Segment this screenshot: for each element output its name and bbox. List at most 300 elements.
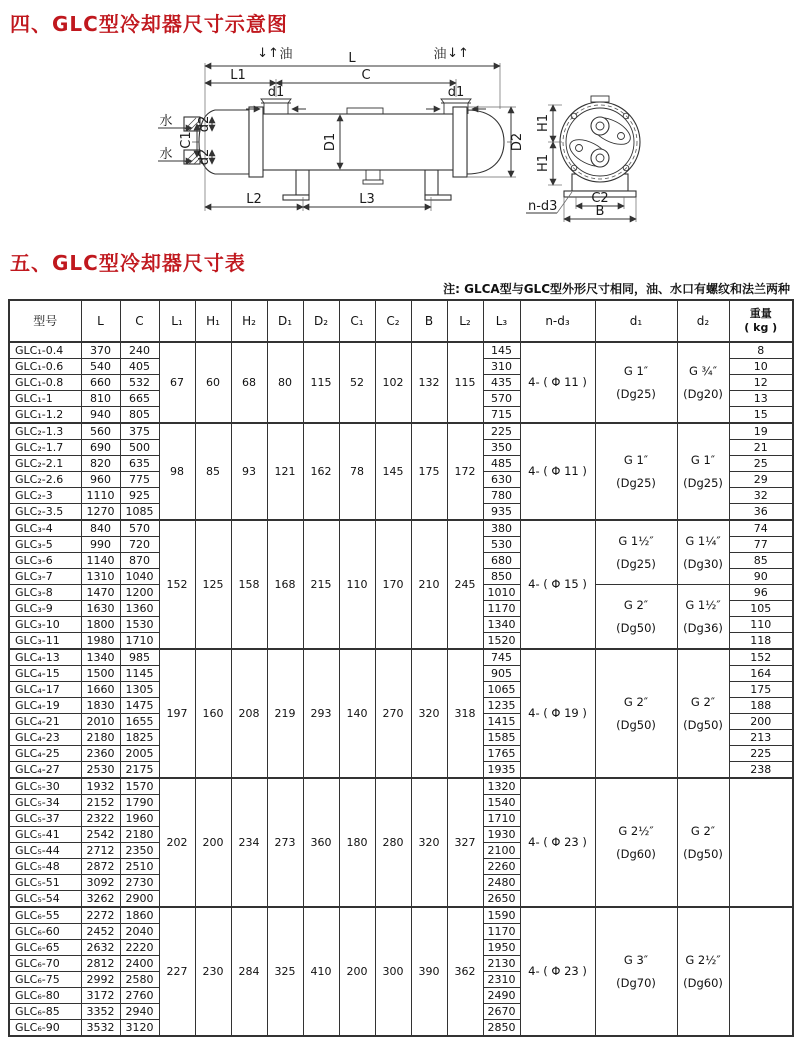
nominal-diameter: (Dg25) [683,475,723,490]
column-header: H₁ [195,300,231,342]
dim-cell: 2272 [81,907,120,924]
shared-dim-cell: 200 [195,778,231,907]
thread-size: G 1″ [623,453,649,468]
nominal-diameter: (Dg60) [683,975,723,990]
dim-cell: 2510 [120,859,159,875]
section5-title: 五、GLC型冷却器尺寸表 [10,251,246,275]
shared-dim-cell: 160 [195,649,231,778]
model-cell: GLC₃-7 [9,569,81,585]
shared-dim-cell: 52 [339,342,375,423]
oil-port-spec-cell [595,520,677,585]
model-cell: GLC₁-0.8 [9,375,81,391]
dim-cell: 1320 [483,778,520,795]
model-cell: GLC₅-44 [9,843,81,859]
shared-dim-cell: 162 [303,423,339,520]
model-cell: GLC₄-17 [9,682,81,698]
dim-label-B: B [595,204,605,219]
dim-cell: 3092 [81,875,120,891]
section4-title: 四、GLC型冷却器尺寸示意图 [10,12,288,36]
shared-dim-cell: 197 [159,649,195,778]
shared-dim-cell: 180 [339,778,375,907]
weight-cell: 96 [729,585,793,601]
dim-cell: 935 [483,504,520,521]
weight-cell: 175 [729,682,793,698]
dim-cell: 745 [483,649,520,666]
bolt-holes-cell: 4- ( Φ 19 ) [520,649,595,778]
dim-cell: 2580 [120,972,159,988]
thread-size: G 1½″ [618,534,654,549]
column-header: d₁ [595,300,677,342]
nominal-diameter: (Dg20) [683,386,723,401]
model-cell: GLC₅-37 [9,811,81,827]
dim-cell: 1170 [483,601,520,617]
model-cell: GLC₃-6 [9,553,81,569]
column-header: C₁ [339,300,375,342]
dim-cell: 1960 [120,811,159,827]
nominal-diameter: (Dg50) [683,717,723,732]
thread-size: G 2″ [623,695,649,710]
dim-cell: 2360 [81,746,120,762]
column-header: H₂ [231,300,267,342]
shared-dim-cell: 284 [231,907,267,1036]
weight-cell: 225 [729,746,793,762]
dim-cell: 2900 [120,891,159,908]
weight-cell: 188 [729,698,793,714]
dim-cell: 2872 [81,859,120,875]
dim-cell: 2812 [81,956,120,972]
model-cell: GLC₆-65 [9,940,81,956]
model-cell: GLC₅-48 [9,859,81,875]
dim-cell: 570 [483,391,520,407]
dim-cell: 925 [120,488,159,504]
dim-cell: 370 [81,342,120,359]
model-cell: GLC₄-25 [9,746,81,762]
nominal-diameter: (Dg36) [683,620,723,635]
dim-cell: 1200 [120,585,159,601]
nominal-diameter: (Dg25) [616,386,656,401]
shared-dim-cell: 280 [375,778,411,907]
dim-cell: 715 [483,407,520,424]
weight-cell: 152 [729,649,793,666]
model-cell: GLC₆-75 [9,972,81,988]
dim-cell: 870 [120,553,159,569]
dim-cell: 1950 [483,940,520,956]
model-cell: GLC₄-21 [9,714,81,730]
bolt-holes-cell: 4- ( Φ 23 ) [520,778,595,907]
dim-cell: 1930 [483,827,520,843]
shared-dim-cell: 210 [411,520,447,649]
dim-cell: 485 [483,456,520,472]
dim-label-L1: L1 [230,68,246,83]
dim-cell: 1585 [483,730,520,746]
table-row [9,907,793,924]
table-header-row [9,300,793,342]
shared-dim-cell: 93 [231,423,267,520]
dim-cell: 540 [81,359,120,375]
shared-dim-cell: 320 [411,778,447,907]
water-label-top: 水 [159,114,173,129]
oil-port-spec-cell [595,907,677,1036]
dim-cell: 1655 [120,714,159,730]
shared-dim-cell: 208 [231,649,267,778]
thread-size: G 2½″ [685,953,721,968]
dim-cell: 940 [81,407,120,424]
weight-cell: 110 [729,617,793,633]
shared-dim-cell: 102 [375,342,411,423]
column-header: L₂ [447,300,483,342]
cooler-side-view [184,99,512,200]
water-port-spec-cell [677,649,729,778]
thread-size: G ¾″ [688,364,717,379]
dim-cell: 1040 [120,569,159,585]
dim-cell: 990 [81,537,120,553]
dim-cell: 810 [81,391,120,407]
model-cell: GLC₆-70 [9,956,81,972]
cooler-end-view [526,96,640,222]
dim-cell: 2542 [81,827,120,843]
dim-cell: 1540 [483,795,520,811]
model-cell: GLC₁-1 [9,391,81,407]
dim-cell: 2260 [483,859,520,875]
dim-cell: 310 [483,359,520,375]
model-cell: GLC₃-4 [9,520,81,537]
column-header: L₃ [483,300,520,342]
shared-dim-cell: 145 [375,423,411,520]
column-header: 型号 [9,300,81,342]
dim-cell: 905 [483,666,520,682]
bolt-holes-cell: 4- ( Φ 11 ) [520,423,595,520]
shared-dim-cell: 175 [411,423,447,520]
dimension-table [8,299,794,1037]
dim-cell: 840 [81,520,120,537]
shared-dim-cell: 270 [375,649,411,778]
nominal-diameter: (Dg25) [616,475,656,490]
model-cell: GLC₂-1.7 [9,440,81,456]
model-cell: GLC₁-0.4 [9,342,81,359]
dim-cell: 2490 [483,988,520,1004]
model-cell: GLC₃-8 [9,585,81,601]
thread-size: G 2″ [623,598,649,613]
model-cell: GLC₂-3 [9,488,81,504]
model-cell: GLC₅-54 [9,891,81,908]
dim-cell: 665 [120,391,159,407]
thread-size: G 1″ [690,453,716,468]
weight-cell: 85 [729,553,793,569]
water-port-spec-cell [677,778,729,907]
weight-cell: 90 [729,569,793,585]
shared-dim-cell: 121 [267,423,303,520]
shared-dim-cell: 132 [411,342,447,423]
dim-cell: 2670 [483,1004,520,1020]
dim-cell: 1475 [120,698,159,714]
dim-label-H1-bottom: H1 [536,153,551,173]
dim-cell: 805 [120,407,159,424]
dim-cell: 530 [483,537,520,553]
dim-cell: 2005 [120,746,159,762]
table-row [9,778,793,795]
shared-dim-cell: 390 [411,907,447,1036]
dim-cell: 775 [120,472,159,488]
model-cell: GLC₂-2.6 [9,472,81,488]
dim-label-H1-top: H1 [536,113,551,133]
dim-label-C2: C2 [591,191,609,206]
shared-dim-cell: 80 [267,342,303,423]
dim-cell: 2010 [81,714,120,730]
shared-dim-cell: 227 [159,907,195,1036]
shared-dim-cell: 60 [195,342,231,423]
dim-cell: 1980 [81,633,120,650]
table-row [9,520,793,537]
nominal-diameter: (Dg60) [616,846,656,861]
dim-cell: 1825 [120,730,159,746]
dim-cell: 1305 [120,682,159,698]
shared-dim-cell: 360 [303,778,339,907]
dim-cell: 532 [120,375,159,391]
bolt-holes-cell: 4- ( Φ 23 ) [520,907,595,1036]
dim-cell: 145 [483,342,520,359]
shared-dim-cell: 327 [447,778,483,907]
weight-header-line2: ( kg ) [744,321,778,334]
weight-cell: 213 [729,730,793,746]
oil-port-spec-cell [595,649,677,778]
shared-dim-cell: 234 [231,778,267,907]
weight-cell: 10 [729,359,793,375]
shared-dim-cell: 320 [411,649,447,778]
dim-cell: 630 [483,472,520,488]
dim-cell: 375 [120,423,159,440]
dim-cell: 1860 [120,907,159,924]
weight-cell: 32 [729,488,793,504]
dim-cell: 1110 [81,488,120,504]
shared-dim-cell: 200 [339,907,375,1036]
dim-cell: 820 [81,456,120,472]
column-header: L₁ [159,300,195,342]
dim-cell: 2040 [120,924,159,940]
shared-dim-cell: 115 [303,342,339,423]
oil-label-right: 油 [433,47,447,62]
dim-cell: 3262 [81,891,120,908]
shared-dim-cell: 172 [447,423,483,520]
weight-cell [729,778,793,907]
shared-dim-cell: 410 [303,907,339,1036]
dim-cell: 1660 [81,682,120,698]
model-cell: GLC₄-23 [9,730,81,746]
dim-cell: 660 [81,375,120,391]
dim-label-d1-left: d1 [267,85,285,100]
dim-cell: 2350 [120,843,159,859]
column-header: D₁ [267,300,303,342]
oil-arrows-right: ↓↑ [447,46,469,61]
dim-cell: 1235 [483,698,520,714]
dim-cell: 570 [120,520,159,537]
shared-dim-cell: 140 [339,649,375,778]
model-cell: GLC₂-3.5 [9,504,81,521]
model-cell: GLC₃-9 [9,601,81,617]
dim-cell: 2940 [120,1004,159,1020]
dim-cell: 3352 [81,1004,120,1020]
dim-cell: 1145 [120,666,159,682]
model-cell: GLC₆-85 [9,1004,81,1020]
water-port-spec-cell [677,907,729,1036]
column-header: C₂ [375,300,411,342]
dim-cell: 1270 [81,504,120,521]
water-label-bottom: 水 [159,147,173,162]
shared-dim-cell: 318 [447,649,483,778]
dim-label-d2-bottom: d2 [197,148,212,166]
column-header: d₂ [677,300,729,342]
dim-cell: 1140 [81,553,120,569]
weight-cell: 19 [729,423,793,440]
dim-cell: 2400 [120,956,159,972]
shared-dim-cell: 125 [195,520,231,649]
shared-dim-cell: 158 [231,520,267,649]
dim-cell: 405 [120,359,159,375]
shared-dim-cell: 98 [159,423,195,520]
dim-cell: 2452 [81,924,120,940]
bolt-holes-cell: 4- ( Φ 15 ) [520,520,595,649]
thread-size: G 1″ [623,364,649,379]
column-header: C [120,300,159,342]
model-cell: GLC₂-1.3 [9,423,81,440]
dim-cell: 1360 [120,601,159,617]
column-header-weight [729,300,793,342]
dim-cell: 2850 [483,1020,520,1037]
bolt-holes-cell: 4- ( Φ 11 ) [520,342,595,423]
dim-cell: 1065 [483,682,520,698]
dim-cell: 635 [120,456,159,472]
dim-cell: 1310 [81,569,120,585]
model-cell: GLC₅-34 [9,795,81,811]
column-header: n-d₃ [520,300,595,342]
dim-cell: 560 [81,423,120,440]
dim-cell: 225 [483,423,520,440]
dim-cell: 380 [483,520,520,537]
shared-dim-cell: 170 [375,520,411,649]
dim-cell: 2180 [81,730,120,746]
column-header: L [81,300,120,342]
dim-label-d2-top: d2 [197,115,212,133]
shared-dim-cell: 168 [267,520,303,649]
dim-label-n-d3: n-d3 [528,199,558,214]
dim-label-C1: C1 [179,131,194,149]
dim-cell: 1830 [81,698,120,714]
shared-dim-cell: 293 [303,649,339,778]
dim-cell: 2220 [120,940,159,956]
shared-dim-cell: 325 [267,907,303,1036]
dim-cell: 2712 [81,843,120,859]
dim-cell: 435 [483,375,520,391]
model-cell: GLC₅-41 [9,827,81,843]
dim-cell: 2180 [120,827,159,843]
shared-dim-cell: 85 [195,423,231,520]
dim-cell: 1590 [483,907,520,924]
dim-cell: 1340 [483,617,520,633]
weight-cell: 200 [729,714,793,730]
dim-cell: 2322 [81,811,120,827]
dim-cell: 1415 [483,714,520,730]
dim-cell: 690 [81,440,120,456]
thread-size: G 1½″ [685,598,721,613]
oil-port-spec-cell [595,423,677,520]
dim-cell: 240 [120,342,159,359]
shared-dim-cell: 273 [267,778,303,907]
weight-cell: 21 [729,440,793,456]
weight-cell: 105 [729,601,793,617]
weight-cell: 238 [729,762,793,779]
weight-cell: 8 [729,342,793,359]
table-row [9,649,793,666]
weight-cell: 118 [729,633,793,650]
dim-cell: 1085 [120,504,159,521]
dim-cell: 2530 [81,762,120,779]
weight-cell: 164 [729,666,793,682]
nominal-diameter: (Dg70) [616,975,656,990]
weight-cell: 15 [729,407,793,424]
thread-size: G 1¼″ [685,534,721,549]
dim-cell: 1530 [120,617,159,633]
dim-cell: 1170 [483,924,520,940]
dim-cell: 3172 [81,988,120,1004]
cooler-dimension-diagram [0,39,800,239]
table-row [9,423,793,440]
thread-size: G 2″ [690,695,716,710]
dim-cell: 2480 [483,875,520,891]
model-cell: GLC₃-11 [9,633,81,650]
shared-dim-cell: 215 [303,520,339,649]
model-cell: GLC₆-90 [9,1020,81,1037]
dim-cell: 1765 [483,746,520,762]
dim-cell: 1010 [483,585,520,601]
weight-cell: 74 [729,520,793,537]
shared-dim-cell: 219 [267,649,303,778]
dim-label-d1-right: d1 [447,85,465,100]
weight-cell: 25 [729,456,793,472]
nominal-diameter: (Dg50) [616,620,656,635]
dim-cell: 1340 [81,649,120,666]
model-cell: GLC₃-5 [9,537,81,553]
dim-cell: 500 [120,440,159,456]
model-cell: GLC₃-10 [9,617,81,633]
model-cell: GLC₅-30 [9,778,81,795]
model-cell: GLC₆-60 [9,924,81,940]
dim-label-L2: L2 [246,192,262,207]
dim-cell: 2650 [483,891,520,908]
shared-dim-cell: 78 [339,423,375,520]
model-cell: GLC₁-0.6 [9,359,81,375]
dim-cell: 1710 [120,633,159,650]
dim-cell: 2175 [120,762,159,779]
oil-arrows-left: ↓↑ [257,46,279,61]
dim-cell: 2730 [120,875,159,891]
dim-cell: 1470 [81,585,120,601]
dim-cell: 1630 [81,601,120,617]
weight-cell: 12 [729,375,793,391]
dim-label-D1: D1 [323,132,338,152]
model-cell: GLC₆-55 [9,907,81,924]
weight-cell: 29 [729,472,793,488]
oil-port-spec-cell [595,778,677,907]
model-cell: GLC₄-15 [9,666,81,682]
weight-cell: 77 [729,537,793,553]
dim-cell: 350 [483,440,520,456]
shared-dim-cell: 202 [159,778,195,907]
dim-cell: 1935 [483,762,520,779]
dim-cell: 1500 [81,666,120,682]
shared-dim-cell: 230 [195,907,231,1036]
weight-cell [729,907,793,1036]
dim-label-D2: D2 [510,132,525,152]
shared-dim-cell: 68 [231,342,267,423]
